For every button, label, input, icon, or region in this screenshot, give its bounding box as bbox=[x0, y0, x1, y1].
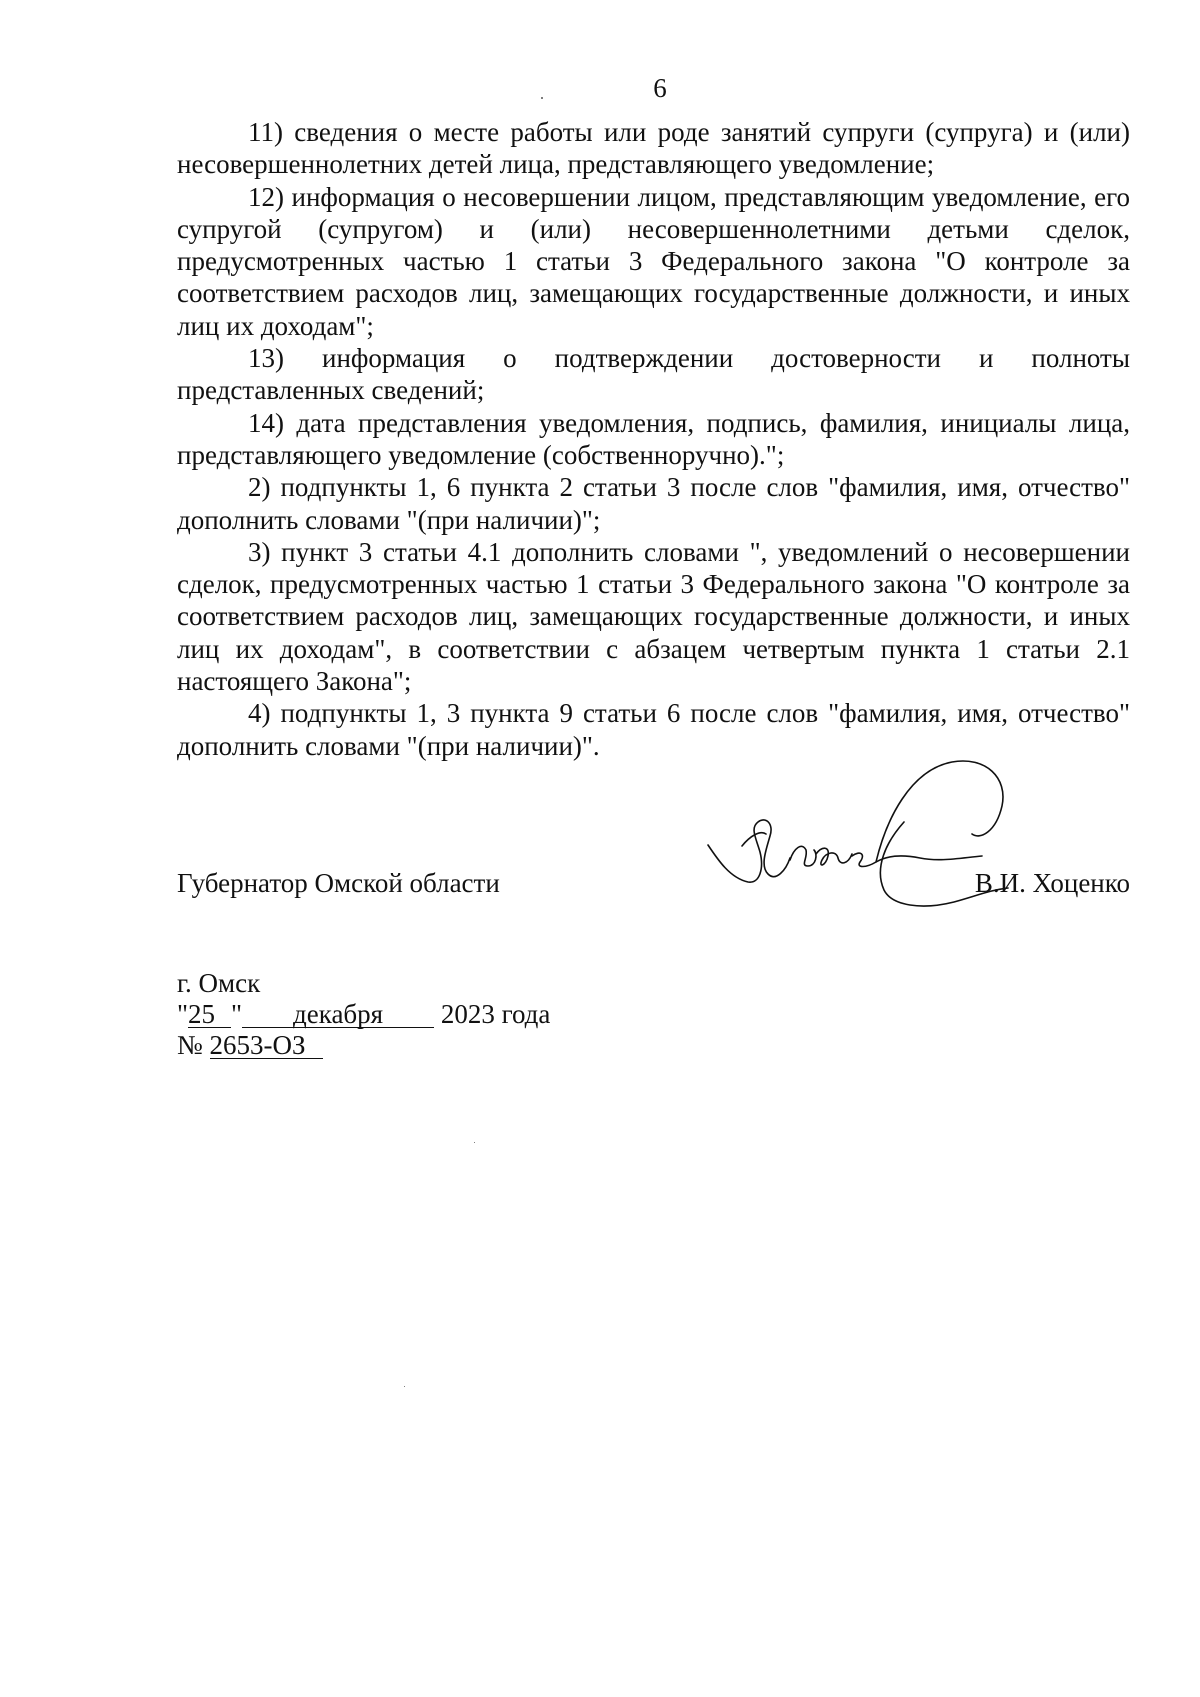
document-body bbox=[177, 116, 1130, 762]
city: г. Омск bbox=[177, 968, 261, 998]
paragraph-amendment-3: 3) пункт 3 статьи 4.1 дополнить словами ", уведомлений о несовершении сделок, предусмотренных частью 1 статьи 3 Федерального закона "О контроле за соответствием расходов лиц, замещающих государственные должности, и иных лиц их доходам", в соответствии с абзацем четвертым пункта 1 статьи 2.1 настоящего Закона"; bbox=[177, 536, 1130, 697]
stray-mark bbox=[404, 1386, 405, 1387]
date-quote-open: " bbox=[177, 999, 189, 1029]
stray-mark bbox=[541, 97, 543, 99]
paragraph-amendment-2: 2) подпункты 1, 6 пункта 2 статьи 3 после слов "фамилия, имя, отчество" дополнить словами "(при наличии)"; bbox=[177, 472, 1130, 535]
place-date-number-block bbox=[177, 968, 550, 1061]
date-year: 2023 года bbox=[440, 999, 551, 1029]
paragraph-item-11: 11) сведения о месте работы или роде занятий супруги (супруга) и (или) несовершеннолетних детей лица, представляющего уведомление; bbox=[177, 117, 1130, 180]
signer-name: В.И. Хоценко bbox=[974, 868, 1130, 898]
page-number: 6 bbox=[653, 73, 667, 103]
date-quote-close: " bbox=[231, 999, 243, 1029]
signer-title: Губернатор Омской области bbox=[177, 868, 500, 898]
adoption-date bbox=[177, 999, 550, 1030]
handwritten-signature bbox=[690, 750, 1090, 940]
paragraph-item-14: 14) дата представления уведомления, подпись, фамилия, инициалы лица, представляющего уведомление (собственноручно)."; bbox=[177, 407, 1130, 470]
paragraph-item-12: 12) информация о несовершении лицом, представляющим уведомление, его супругой (супругом) и (или) несовершеннолетними детьми сделок, предусмотренных частью 1 статьи 3 Федерального закона "О контроле за соответствием расходов лиц, замещающих государственные должности, и иных лиц их доходам"; bbox=[177, 181, 1130, 341]
date-day: 25 bbox=[188, 1001, 231, 1028]
paragraph-item-13: 13) информация о подтверждении достоверности и полноты представленных сведений; bbox=[177, 343, 1130, 406]
law-number bbox=[177, 1030, 550, 1061]
law-number-value: 2653-ОЗ bbox=[210, 1032, 323, 1059]
number-sign: № bbox=[177, 1030, 203, 1060]
date-month: декабря bbox=[242, 1001, 434, 1028]
paragraph-amendment-4: 4) подпункты 1, 3 пункта 9 статьи 6 после слов "фамилия, имя, отчество" дополнить словами "(при наличии)". bbox=[177, 698, 1130, 761]
stray-mark bbox=[474, 1142, 475, 1143]
